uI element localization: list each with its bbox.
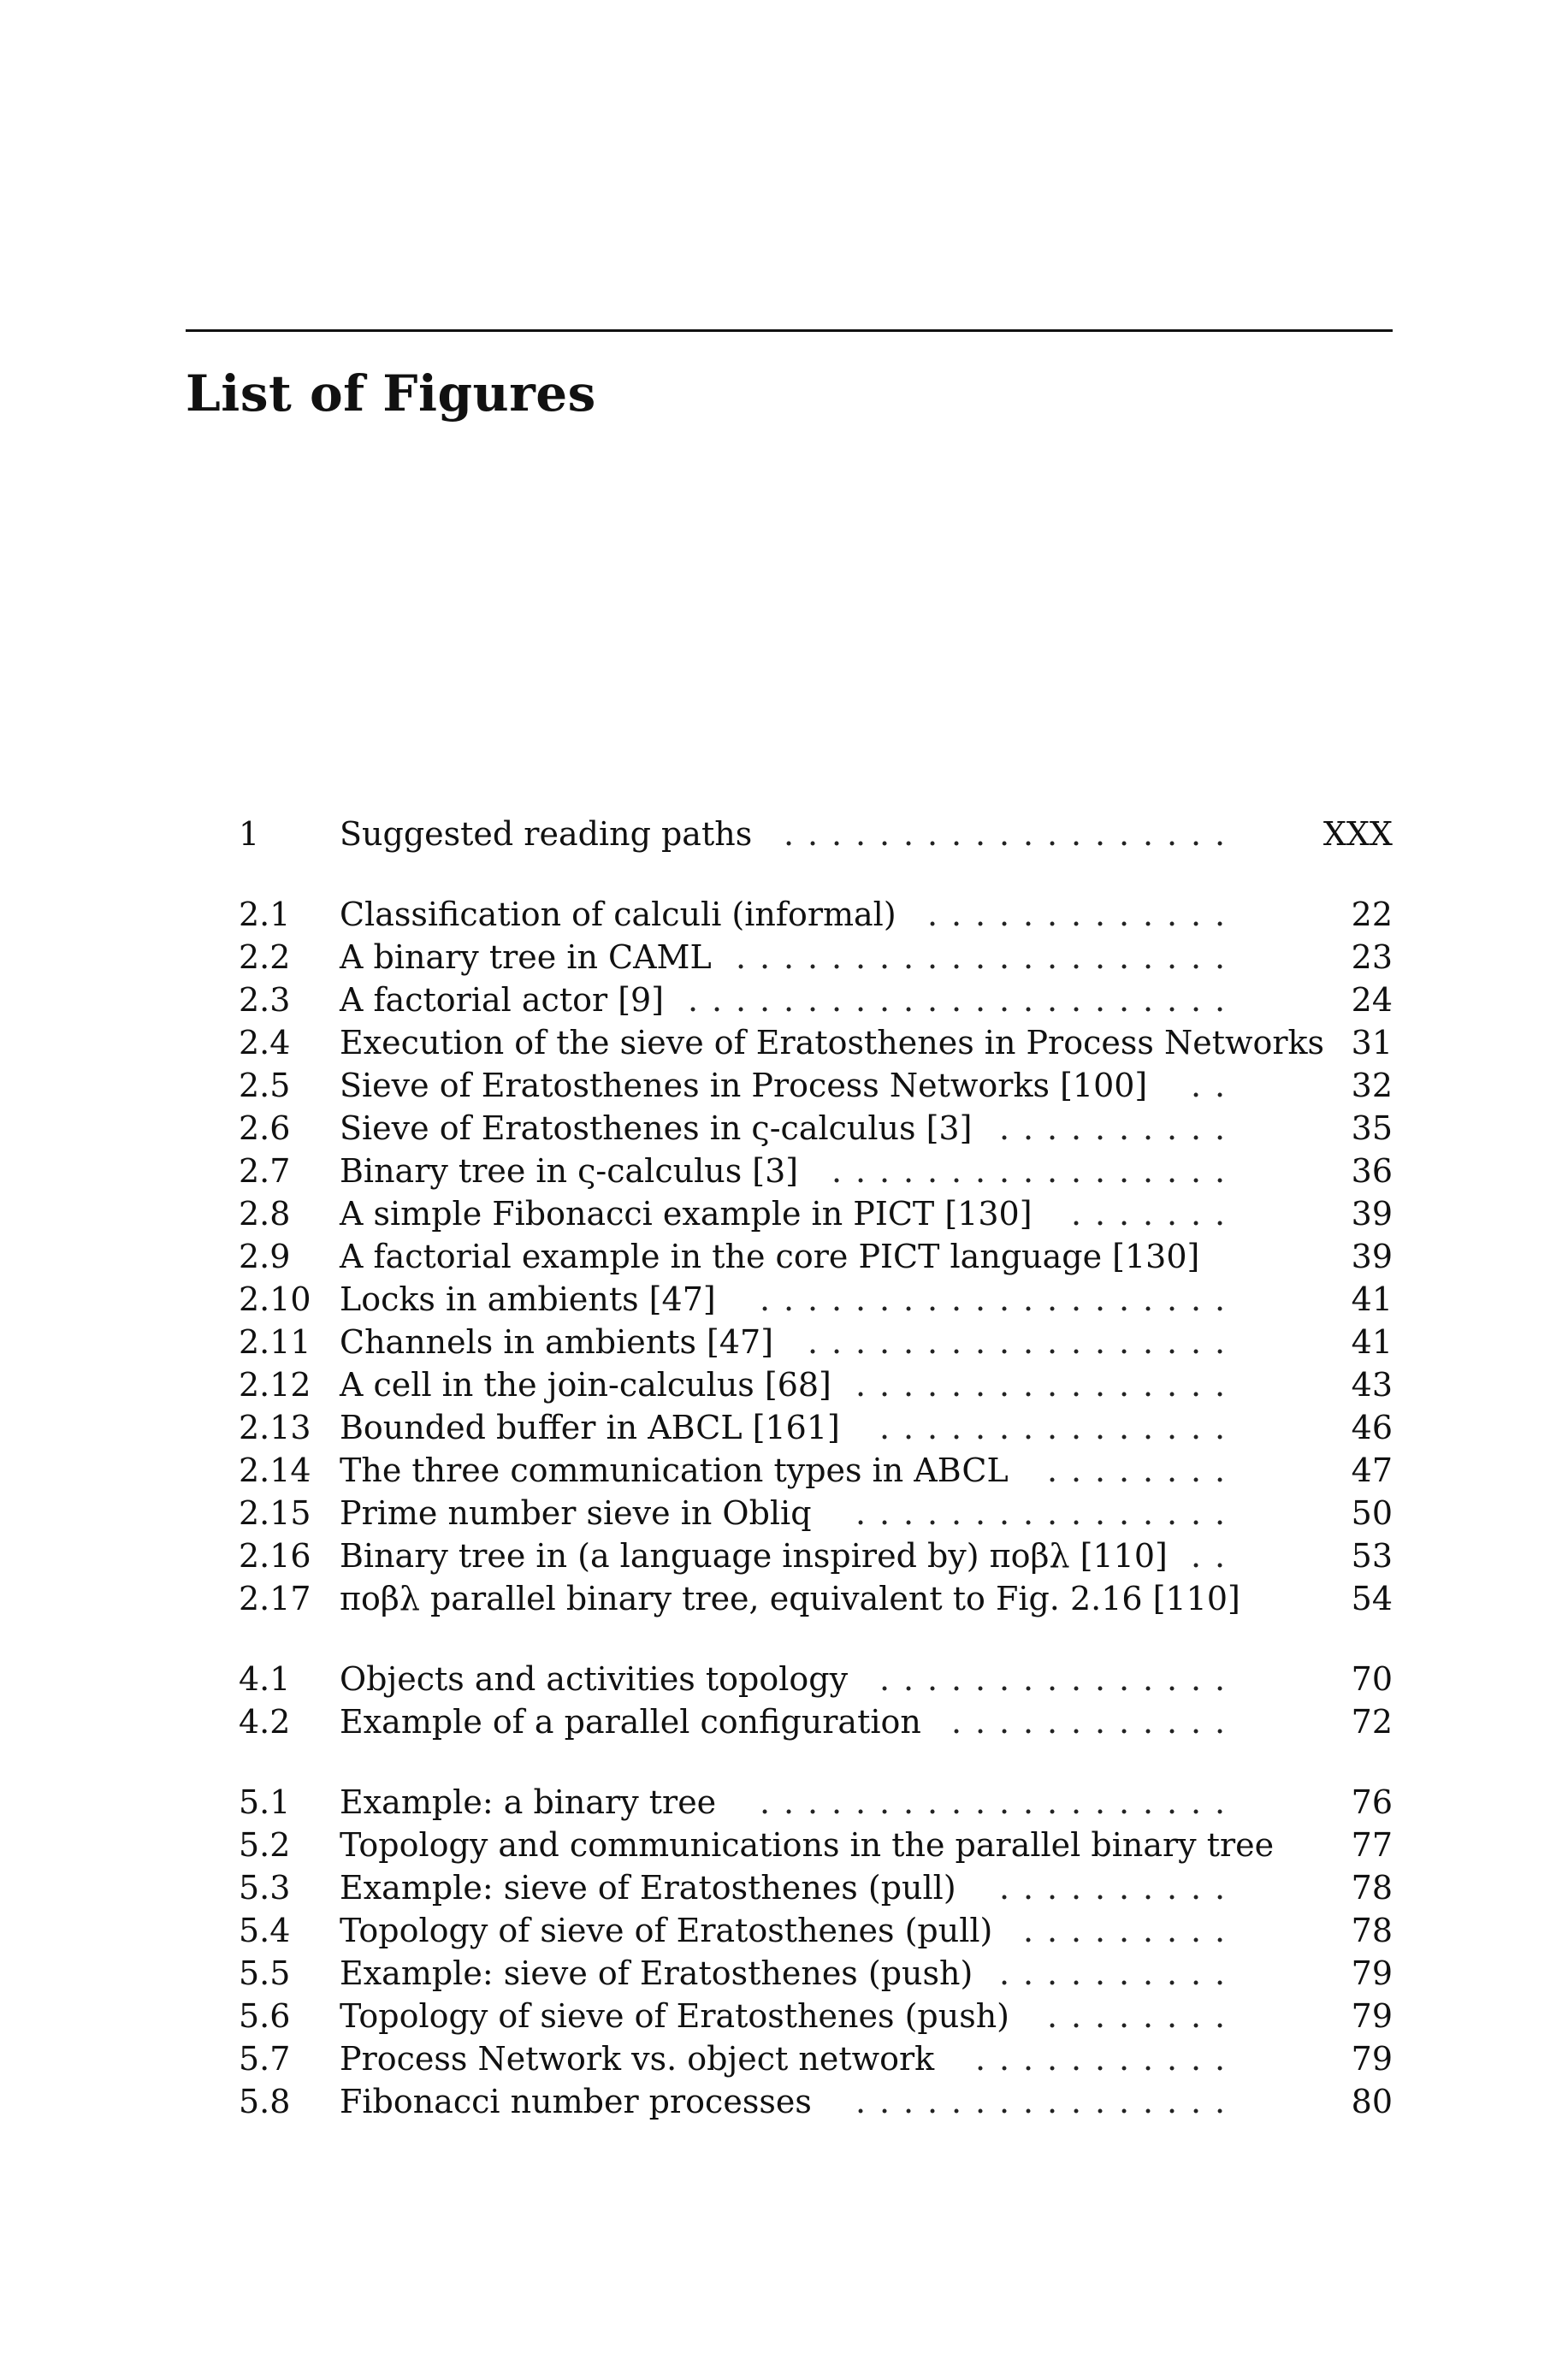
figure-caption: Binary tree in ς-calculus [3]: [340, 1152, 799, 1190]
figure-page-number: 36: [1351, 1152, 1393, 1190]
figure-caption: Sieve of Eratosthenes in ς-calculus [3]: [340, 1109, 973, 1147]
dot-leader: ....................: [760, 1280, 1239, 1318]
figure-caption: Suggested reading paths: [340, 815, 753, 853]
figure-caption: Example: a binary tree: [340, 1783, 717, 1821]
figure-entry[interactable]: [0, 979, 1568, 1021]
figure-entry[interactable]: [0, 1192, 1568, 1235]
figure-number: 2.12: [239, 1366, 311, 1404]
figure-entry[interactable]: [0, 1909, 1568, 1952]
figure-page-number: 39: [1351, 1238, 1393, 1275]
figure-entry[interactable]: [0, 1781, 1568, 1824]
figure-number: 5.1: [239, 1783, 291, 1821]
figure-number: 2.13: [239, 1409, 311, 1446]
figure-number: 2.1: [239, 896, 291, 933]
figure-caption: Topology of sieve of Eratosthenes (push): [340, 1997, 1010, 2035]
figure-caption: Classification of calculi (informal): [340, 896, 896, 933]
figure-caption: Channels in ambients [47]: [340, 1323, 774, 1361]
figure-page-number: 47: [1351, 1452, 1393, 1489]
figure-page-number: 78: [1351, 1912, 1393, 1949]
dot-leader: ................: [855, 1366, 1239, 1404]
figure-number: 1: [239, 815, 260, 853]
figure-caption: Binary tree in (a language inspired by) πoβλ [110]: [340, 1537, 1168, 1575]
figure-caption: Example: sieve of Eratosthenes (push): [340, 1954, 973, 1992]
dot-leader: ................: [855, 1494, 1239, 1532]
dot-leader: ........: [1047, 1997, 1239, 2035]
page-title: List of Figures: [186, 364, 596, 423]
figure-page-number: 46: [1351, 1409, 1393, 1446]
figure-entry[interactable]: [0, 1278, 1568, 1321]
figure-page-number: 79: [1351, 1954, 1393, 1992]
dot-leader: ....................: [760, 1783, 1239, 1821]
figure-caption: Sieve of Eratosthenes in Process Networks [100]: [340, 1067, 1148, 1104]
figure-caption: Topology and communications in the parallel binary tree: [340, 1826, 1275, 1864]
figure-entry[interactable]: [0, 1107, 1568, 1150]
figure-entry[interactable]: [0, 2037, 1568, 2080]
figure-caption: Process Network vs. object network: [340, 2040, 935, 2078]
figure-number: 5.2: [239, 1826, 291, 1864]
figure-caption: Locks in ambients [47]: [340, 1280, 716, 1318]
figure-page-number: 54: [1351, 1580, 1393, 1617]
dot-leader: ..................: [808, 1323, 1239, 1361]
figure-page-number: 79: [1351, 1997, 1393, 2035]
figure-number: 2.9: [239, 1238, 291, 1275]
dot-leader: ..........: [999, 1869, 1239, 1907]
figure-entry[interactable]: [0, 1952, 1568, 1995]
figure-number: 2.4: [239, 1024, 291, 1061]
figure-number: 5.8: [239, 2083, 291, 2120]
dot-leader: ................: [855, 2083, 1239, 2120]
figure-number: 5.5: [239, 1954, 291, 1992]
figure-caption: Bounded buffer in ABCL [161]: [340, 1409, 840, 1446]
figure-caption: A cell in the join-calculus [68]: [340, 1366, 831, 1404]
figure-page-number: 43: [1351, 1366, 1393, 1404]
figure-entry[interactable]: [0, 1700, 1568, 1743]
dot-leader: ..........: [999, 1954, 1239, 1992]
figure-caption: Example of a parallel configuration: [340, 1703, 921, 1741]
dot-leader: ..: [1191, 1537, 1239, 1575]
figure-number: 2.16: [239, 1537, 311, 1575]
figure-page-number: 80: [1351, 2083, 1393, 2120]
figure-page-number: 50: [1351, 1494, 1393, 1532]
figure-entry[interactable]: [0, 1866, 1568, 1909]
figure-number: 5.7: [239, 2040, 291, 2078]
figure-entry[interactable]: [0, 2080, 1568, 2123]
figure-caption: A simple Fibonacci example in PICT [130]: [340, 1195, 1033, 1233]
figure-entry[interactable]: [0, 1235, 1568, 1278]
figure-entry[interactable]: [0, 1995, 1568, 2037]
figure-page-number: 78: [1351, 1869, 1393, 1907]
dot-leader: .........: [1023, 1912, 1239, 1949]
figure-number: 2.2: [239, 938, 291, 976]
figure-number: 2.17: [239, 1580, 311, 1617]
figure-entry[interactable]: [0, 1492, 1568, 1534]
dot-leader: ...............: [879, 1409, 1239, 1446]
dot-leader: ........: [1047, 1452, 1239, 1489]
figure-entry[interactable]: [0, 1363, 1568, 1406]
figure-caption: Objects and activities topology: [340, 1660, 849, 1698]
dot-leader: .................: [831, 1152, 1239, 1190]
figure-caption: Topology of sieve of Eratosthenes (pull): [340, 1912, 993, 1949]
figure-number: 4.1: [239, 1660, 291, 1698]
figure-page-number: 23: [1351, 938, 1393, 976]
dot-leader: .......: [1071, 1195, 1239, 1233]
figure-number: 2.15: [239, 1494, 311, 1532]
figure-entry[interactable]: [0, 893, 1568, 936]
figure-number: 2.8: [239, 1195, 291, 1233]
figure-page-number: 39: [1351, 1195, 1393, 1233]
figure-caption: A binary tree in CAML: [340, 938, 712, 976]
figure-caption: A factorial example in the core PICT language [130]: [340, 1238, 1200, 1275]
figure-number: 5.6: [239, 1997, 291, 2035]
figure-page-number: 77: [1351, 1826, 1393, 1864]
figure-page-number: XXX: [1322, 815, 1393, 853]
dot-leader: .......................: [688, 981, 1239, 1019]
figure-number: 2.14: [239, 1452, 311, 1489]
figure-page-number: 22: [1351, 896, 1393, 933]
figure-number: 2.6: [239, 1109, 291, 1147]
figure-caption: A factorial actor [9]: [340, 981, 665, 1019]
figure-caption: Fibonacci number processes: [340, 2083, 812, 2120]
figure-entry[interactable]: [0, 1534, 1568, 1577]
figure-page-number: 76: [1351, 1783, 1393, 1821]
figure-entry[interactable]: [0, 1658, 1568, 1700]
figure-page-number: 70: [1351, 1660, 1393, 1698]
figure-number: 2.3: [239, 981, 291, 1019]
figure-caption: Execution of the sieve of Eratosthenes in Process Networks: [340, 1024, 1325, 1061]
figure-number: 2.10: [239, 1280, 311, 1318]
figure-entry[interactable]: [0, 1577, 1568, 1620]
header-rule: [186, 329, 1393, 332]
figure-page-number: 41: [1351, 1280, 1393, 1318]
figure-number: 2.5: [239, 1067, 291, 1104]
figure-page-number: 24: [1351, 981, 1393, 1019]
figure-page-number: 41: [1351, 1323, 1393, 1361]
figure-page-number: 32: [1351, 1067, 1393, 1104]
figure-entry[interactable]: [0, 813, 1568, 855]
figure-page-number: 79: [1351, 2040, 1393, 2078]
figure-entry[interactable]: [0, 1021, 1568, 1064]
dot-leader: ............: [951, 1703, 1239, 1741]
figure-caption: The three communication types in ABCL: [340, 1452, 1009, 1489]
figure-entry[interactable]: [0, 1321, 1568, 1363]
figure-entry[interactable]: [0, 1150, 1568, 1192]
figure-number: 2.11: [239, 1323, 311, 1361]
dot-leader: ...............: [879, 1660, 1239, 1698]
figure-entry[interactable]: [0, 1449, 1568, 1492]
figure-entry[interactable]: [0, 936, 1568, 979]
dot-leader: ..........: [999, 1109, 1239, 1147]
figure-page-number: 31: [1351, 1024, 1393, 1061]
dot-leader: ...................: [784, 815, 1239, 853]
figure-number: 5.3: [239, 1869, 291, 1907]
figure-page-number: 35: [1351, 1109, 1393, 1147]
figure-entry[interactable]: [0, 1824, 1568, 1866]
dot-leader: ..: [1191, 1067, 1239, 1104]
figure-page-number: 53: [1351, 1537, 1393, 1575]
figure-entry[interactable]: [0, 1406, 1568, 1449]
dot-leader: .....................: [736, 938, 1239, 976]
figure-page-number: 72: [1351, 1703, 1393, 1741]
dot-leader: .............: [927, 896, 1239, 933]
figure-number: 5.4: [239, 1912, 291, 1949]
figure-caption: Prime number sieve in Obliq: [340, 1494, 812, 1532]
figure-number: 2.7: [239, 1152, 291, 1190]
figure-entry[interactable]: [0, 1064, 1568, 1107]
figure-number: 4.2: [239, 1703, 291, 1741]
dot-leader: ...........: [975, 2040, 1239, 2078]
figure-caption: Example: sieve of Eratosthenes (pull): [340, 1869, 956, 1907]
figure-caption: πoβλ parallel binary tree, equivalent to Fig. 2.16 [110]: [340, 1580, 1240, 1617]
